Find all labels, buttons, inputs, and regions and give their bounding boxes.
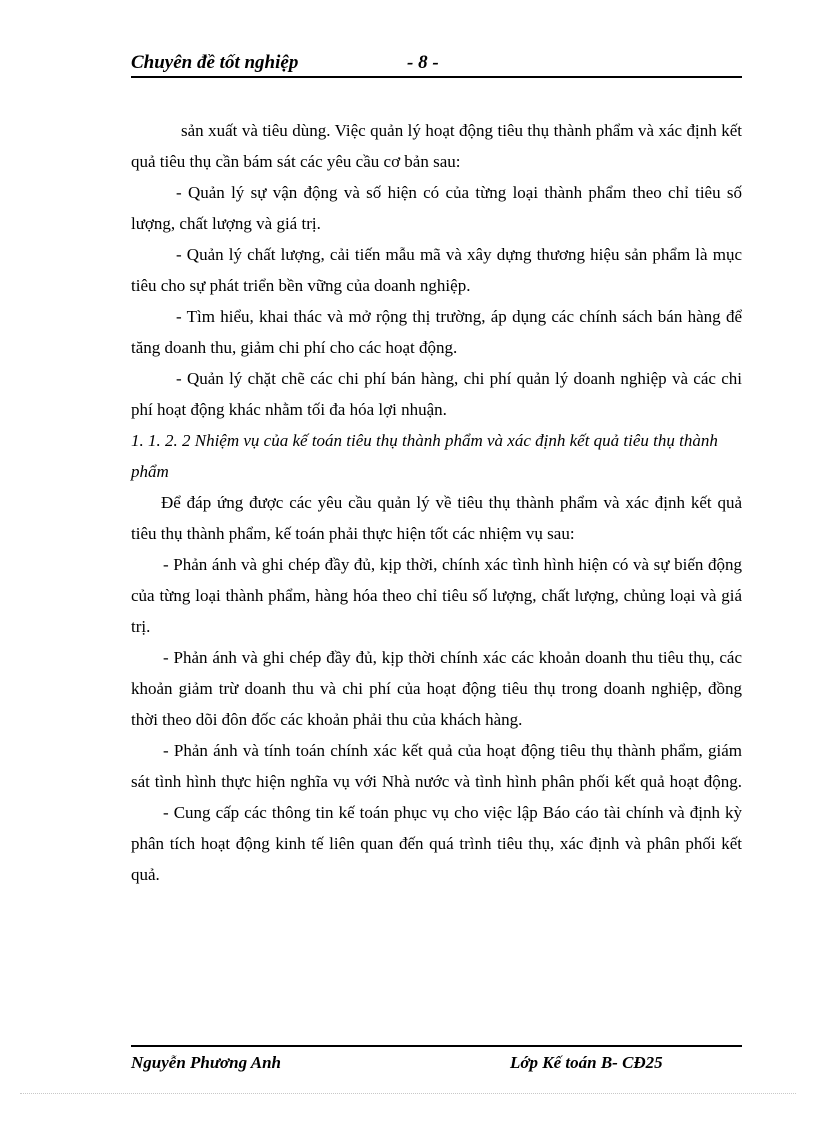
page-bottom-divider	[20, 1093, 796, 1094]
bullet-paragraph: - Phản ánh và ghi chép đầy đủ, kịp thời, chính xác tình hình hiện có và sự biến động của từng loại thành phẩm, hàng hóa theo chỉ tiêu số lượng, chất lượng, chủng loại và giá trị.	[131, 555, 742, 636]
bullet-paragraph: - Phản ánh và ghi chép đầy đủ, kịp thời chính xác các khoản doanh thu tiêu thụ, các khoản giảm trừ doanh thu và chi phí của hoạt động tiêu thụ trong doanh nghiệp, đồng thời theo dõi đôn đốc các khoản phải thu của khách hàng.	[131, 648, 742, 729]
section-heading: 1. 1. 2. 2 Nhiệm vụ của kế toán tiêu thụ thành phẩm và xác định kết quả tiêu thụ thành phẩm	[131, 431, 718, 481]
bullet-paragraph: - Quản lý chất lượng, cải tiến mẫu mã và xây dựng thương hiệu sản phẩm là mục tiêu cho sự phát triển bền vững của doanh nghiệp.	[131, 245, 742, 295]
author-name: Nguyễn Phương Anh	[131, 1053, 281, 1072]
bullet-paragraph: - Phản ánh và tính toán chính xác kết quả của hoạt động tiêu thụ thành phẩm, giám sát tình hình thực hiện nghĩa vụ với Nhà nước và tình hình phân phối kết quả hoạt động.	[131, 741, 742, 791]
bullet-paragraph: - Cung cấp các thông tin kế toán phục vụ cho việc lập Báo cáo tài chính và định kỳ phân tích hoạt động kinh tế liên quan đến quá trình tiêu thụ, xác định và phân phối kết quả.	[131, 803, 742, 884]
bullet-paragraph: - Tìm hiểu, khai thác và mở rộng thị trường, áp dụng các chính sách bán hàng để tăng doanh thu, giảm chi phí cho các hoạt động.	[131, 307, 742, 357]
document-body	[131, 115, 742, 890]
bullet-paragraph: - Quản lý chặt chẽ các chi phí bán hàng, chi phí quản lý doanh nghiệp và các chi phí hoạt động khác nhằm tối đa hóa lợi nhuận.	[131, 369, 742, 419]
document-title: Chuyên đề tốt nghiệp	[131, 52, 299, 73]
bullet-paragraph: - Quản lý sự vận động và số hiện có của từng loại thành phẩm theo chỉ tiêu số lượng, chất lượng và giá trị.	[131, 183, 742, 233]
paragraph: Để đáp ứng được các yêu cầu quản lý về tiêu thụ thành phẩm và xác định kết quả tiêu thụ thành phẩm, kế toán phải thực hiện tốt các nhiệm vụ sau:	[131, 493, 742, 543]
page-footer	[131, 1045, 742, 1077]
class-name: Lớp Kế toán B- CĐ25	[510, 1053, 663, 1072]
paragraph: sản xuất và tiêu dùng. Việc quản lý hoạt động tiêu thụ thành phẩm và xác định kết quả tiêu thụ cần bám sát các yêu cầu cơ bản sau:	[131, 121, 742, 171]
page-header	[131, 50, 742, 78]
page-number: - 8 -	[407, 52, 439, 73]
